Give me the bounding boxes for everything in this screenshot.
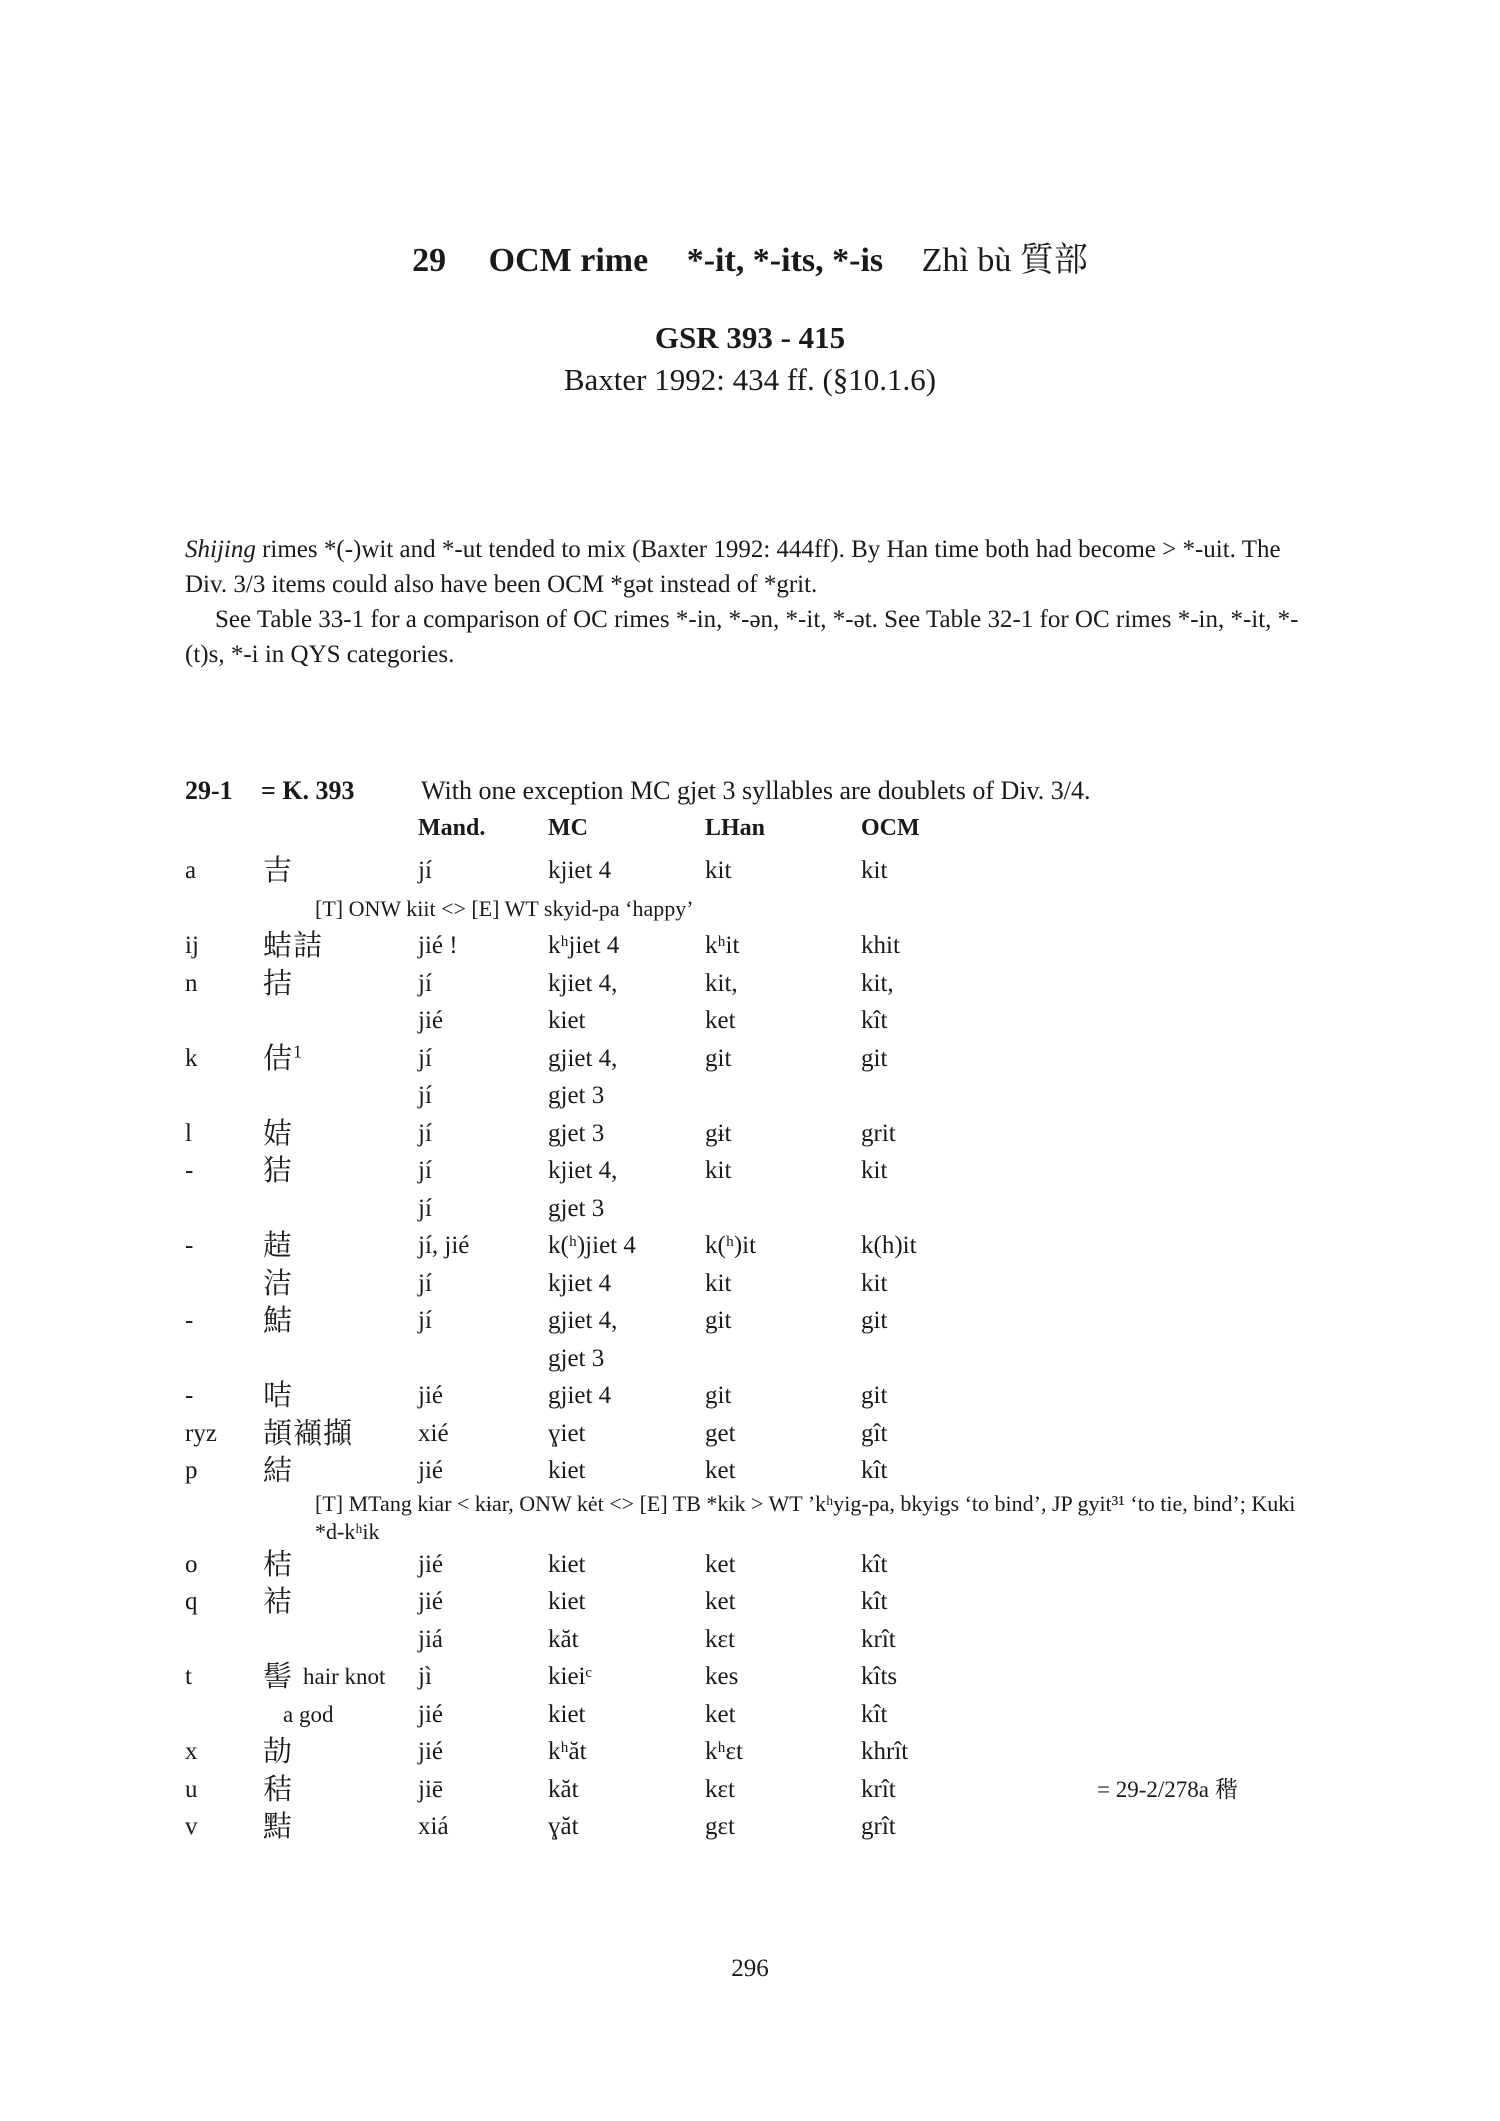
entry-label: v	[185, 1813, 198, 1840]
table-row	[185, 1002, 1325, 1040]
table-row	[185, 1377, 1325, 1415]
later-han-reading: k(ʰ)it	[705, 1232, 757, 1259]
middle-chinese-reading: gjet 3	[548, 1344, 605, 1372]
mandarin-reading: jiá	[418, 1625, 443, 1653]
mandarin-reading: jí	[418, 1194, 432, 1222]
later-han-reading: ket	[705, 1457, 736, 1484]
middle-chinese-reading: kăt	[548, 1625, 579, 1653]
later-han-reading: ket	[705, 1550, 736, 1578]
middle-chinese-reading: ɣăt	[548, 1813, 579, 1840]
middle-chinese-reading: gjet 3	[548, 1119, 605, 1147]
footnote-marker: 1	[293, 1040, 303, 1061]
mandarin-reading: jié	[418, 1550, 443, 1578]
entry-characters: 佶	[263, 1040, 294, 1075]
entry-characters-group	[263, 1040, 303, 1078]
entry-label: l	[185, 1119, 192, 1147]
table-row	[185, 1115, 1325, 1153]
mandarin-reading: jí	[418, 1082, 432, 1109]
later-han-reading: git	[705, 1382, 732, 1409]
mandarin-reading: jí	[418, 1269, 432, 1297]
old-chinese-reading: grît	[861, 1813, 896, 1840]
column-headers	[185, 815, 1325, 849]
entry-characters: 蛣詰	[263, 928, 324, 962]
col-lhan: LHan	[705, 815, 766, 841]
table-row	[185, 1583, 1325, 1621]
table-row	[185, 965, 1325, 1003]
table-row	[185, 1077, 1325, 1115]
entry-characters: 咭	[263, 1378, 294, 1412]
old-chinese-reading: kît	[861, 1007, 888, 1034]
mandarin-reading: jí	[418, 1307, 432, 1334]
entry-label: a	[185, 857, 197, 884]
etymology-note: [T] ONW kiit <> [E] WT skyid-pa ‘happy’	[315, 895, 694, 921]
mandarin-reading: jié	[418, 1457, 443, 1484]
later-han-reading: kɛt	[705, 1625, 735, 1653]
entry-characters: 劼	[263, 1734, 294, 1768]
later-han-reading: gɨt	[705, 1119, 732, 1147]
middle-chinese-reading: gjet 3	[548, 1082, 605, 1109]
old-chinese-reading: kit,	[861, 969, 894, 997]
table-row	[185, 1040, 1325, 1078]
middle-chinese-reading: kjiet 4	[548, 1269, 612, 1297]
page-number: 296	[731, 1955, 769, 1982]
old-chinese-reading: kît	[861, 1550, 888, 1578]
entry-characters: 秸	[263, 1771, 294, 1806]
table-row	[185, 1152, 1325, 1190]
table-row	[185, 927, 1325, 965]
later-han-reading: kʰɛt	[705, 1738, 743, 1765]
middle-chinese-reading: kiet	[548, 1007, 586, 1034]
middle-chinese-reading: gjiet 4,	[548, 1044, 618, 1072]
old-chinese-reading: grit	[861, 1119, 896, 1147]
table-row	[185, 1546, 1325, 1584]
old-chinese-reading: git	[861, 1044, 888, 1072]
later-han-reading: kes	[705, 1663, 739, 1690]
mandarin-reading: jié	[418, 1382, 443, 1409]
entry-label: -	[185, 1232, 194, 1259]
entry-label: x	[185, 1738, 198, 1765]
table-row	[185, 852, 1325, 890]
old-chinese-reading: krît	[861, 1625, 896, 1653]
mandarin-reading: jí	[418, 1044, 432, 1072]
old-chinese-reading: kîts	[861, 1663, 898, 1690]
mandarin-reading: jí	[418, 1157, 432, 1184]
later-han-reading: kɛt	[705, 1775, 735, 1803]
entry-characters: 鮚	[263, 1303, 294, 1337]
middle-chinese-reading: kʰjiet 4	[548, 932, 620, 959]
table-row	[185, 1265, 1325, 1303]
entry-table	[185, 852, 1325, 1846]
karlgren-reference: = K. 393	[261, 776, 355, 805]
mandarin-reading: jì	[418, 1663, 432, 1690]
old-chinese-reading: kît	[861, 1457, 888, 1484]
mandarin-reading: jí	[418, 1119, 432, 1147]
mandarin-reading: xié	[418, 1419, 449, 1447]
section-id: 29-1	[185, 776, 233, 805]
entry-characters: 狤	[263, 1153, 294, 1187]
chapter-title	[0, 232, 1500, 281]
later-han-reading: ket	[705, 1700, 736, 1728]
middle-chinese-reading: ɣiet	[548, 1419, 586, 1447]
table-row	[185, 1808, 1325, 1846]
mandarin-reading: jié	[418, 1588, 443, 1615]
old-chinese-reading: khrît	[861, 1738, 909, 1765]
baxter-reference: Baxter 1992: 434 ff. (§10.1.6)	[563, 362, 937, 397]
later-han-reading: git	[705, 1044, 732, 1072]
entry-characters: 拮	[263, 965, 294, 1000]
middle-chinese-reading: kiet	[548, 1457, 586, 1484]
later-han-reading: kit	[705, 1157, 732, 1184]
old-chinese-reading: k(h)it	[861, 1232, 917, 1259]
old-chinese-reading: kît	[861, 1588, 888, 1615]
later-han-reading: get	[705, 1419, 736, 1447]
entry-characters: 頡襭擷	[263, 1415, 354, 1450]
table-row	[185, 1302, 1325, 1340]
table-row	[185, 1190, 1325, 1228]
middle-chinese-reading: kʰăt	[548, 1738, 587, 1765]
entry-label: -	[185, 1307, 194, 1334]
later-han-reading: kit	[705, 857, 732, 884]
table-row	[185, 1621, 1325, 1659]
old-chinese-reading: khit	[861, 932, 900, 959]
table-row	[185, 1227, 1325, 1265]
middle-chinese-reading: kjiet 4	[548, 857, 612, 884]
table-row	[185, 1771, 1325, 1809]
entry-gloss: hair knot	[303, 1664, 386, 1689]
mandarin-reading: jié !	[418, 932, 458, 959]
middle-chinese-reading: kiet	[548, 1588, 586, 1615]
old-chinese-reading: krît	[861, 1775, 896, 1803]
entry-characters: 桔	[263, 1546, 294, 1581]
gsr-reference: GSR 393 - 415	[654, 320, 846, 355]
middle-chinese-reading: gjet 3	[548, 1194, 605, 1222]
entry-label: -	[185, 1157, 194, 1184]
mandarin-reading: jié	[418, 1738, 443, 1765]
entry-characters: 髻	[263, 1659, 294, 1693]
middle-chinese-reading: kjiet 4,	[548, 1157, 618, 1184]
section-note: With one exception MC gjet 3 syllables are doublets of Div. 3/4.	[421, 776, 1091, 805]
later-han-reading: ket	[705, 1588, 736, 1615]
chinese-name: Zhì bù 質部	[921, 242, 1088, 279]
middle-chinese-reading: kjiet 4,	[548, 969, 618, 997]
col-mand: Mand.	[418, 815, 486, 841]
intro-p1-text: rimes *(-)wit and *-ut tended to mix (Baxter 1992: 444ff). By Han time both had become > *-uit. The Div. 3/3 items could also have been OCM *gət instead of *grit.	[185, 536, 1281, 598]
ocm-rime-label: OCM rime	[488, 242, 649, 279]
entry-characters: 黠	[263, 1809, 294, 1843]
table-row	[185, 1415, 1325, 1453]
entry-label: ryz	[185, 1419, 217, 1447]
entry-characters: 結	[263, 1453, 294, 1487]
entry-label: k	[185, 1044, 198, 1072]
later-han-reading: kit	[705, 1269, 732, 1297]
entry-characters: 姞	[263, 1115, 294, 1150]
entry-label: p	[185, 1457, 198, 1484]
entry-label: ij	[185, 932, 199, 959]
section-heading	[185, 776, 1325, 812]
rime-list: *-it, *-its, *-is	[686, 242, 884, 279]
table-row	[185, 1733, 1325, 1771]
mandarin-reading: jié	[418, 1007, 443, 1034]
entry-label: q	[185, 1588, 198, 1615]
later-han-reading: kit,	[705, 969, 738, 997]
later-han-reading: kʰit	[705, 932, 740, 959]
entry-label: u	[185, 1775, 198, 1803]
old-chinese-reading: kit	[861, 857, 888, 884]
entry-label: n	[185, 969, 198, 997]
entry-label: -	[185, 1382, 194, 1409]
table-row	[185, 1452, 1325, 1490]
middle-chinese-reading: gjiet 4	[548, 1382, 612, 1409]
entry-gloss: a god	[283, 1701, 334, 1727]
entry-characters: 洁	[263, 1265, 294, 1300]
entry-characters: 吉	[263, 853, 294, 887]
shijing-term: Shijing	[185, 536, 256, 563]
etymology-note: [T] MTang kiar < kɨar, ONW kėt <> [E] TB *kik > WT ’kʰyig-pa, bkyigs ‘to bind’, JP gyit³¹ ‘to tie, bind’; Kuki *d-kʰik	[315, 1490, 1296, 1544]
intro-text	[185, 532, 1315, 672]
mandarin-reading: jí	[418, 857, 432, 884]
entry-label: t	[185, 1663, 192, 1690]
entry-characters: 袺	[263, 1584, 294, 1618]
intro-paragraph-1	[185, 532, 1315, 602]
mandarin-reading: jié	[418, 1700, 443, 1728]
old-chinese-reading: kît	[861, 1700, 888, 1728]
mandarin-reading: jí, jié	[418, 1232, 470, 1259]
entry-characters: 趌	[263, 1228, 294, 1262]
middle-chinese-reading: kieiᶜ	[548, 1663, 592, 1690]
mandarin-reading: xiá	[418, 1813, 449, 1840]
later-han-reading: gɛt	[705, 1813, 735, 1840]
table-row	[185, 1340, 1325, 1378]
mandarin-reading: jiē	[418, 1775, 443, 1803]
middle-chinese-reading: kăt	[548, 1775, 579, 1803]
table-row	[185, 1696, 1325, 1734]
old-chinese-reading: gît	[861, 1419, 888, 1447]
entry-label: o	[185, 1550, 198, 1578]
chapter-number: 29	[412, 242, 447, 279]
mandarin-reading: jí	[418, 969, 432, 997]
middle-chinese-reading: k(ʰ)jiet 4	[548, 1232, 636, 1259]
middle-chinese-reading: kiet	[548, 1700, 586, 1728]
table-row	[185, 1658, 1325, 1696]
col-mc: MC	[548, 815, 588, 841]
old-chinese-reading: git	[861, 1382, 888, 1409]
old-chinese-reading: kit	[861, 1157, 888, 1184]
middle-chinese-reading: gjiet 4,	[548, 1307, 618, 1334]
intro-paragraph-2: See Table 33-1 for a comparison of OC rimes *-in, *-ən, *-it, *-ət. See Table 32-1 for OC rimes *-in, *-it, *-(t)s, *-i in QYS categories.	[185, 606, 1299, 668]
middle-chinese-reading: kiet	[548, 1550, 586, 1578]
old-chinese-reading: kit	[861, 1269, 888, 1297]
later-han-reading: ket	[705, 1007, 736, 1034]
old-chinese-reading: git	[861, 1307, 888, 1334]
col-ocm: OCM	[861, 815, 920, 841]
cross-reference: = 29-2/278a 稭	[1097, 1776, 1238, 1802]
later-han-reading: git	[705, 1307, 732, 1334]
